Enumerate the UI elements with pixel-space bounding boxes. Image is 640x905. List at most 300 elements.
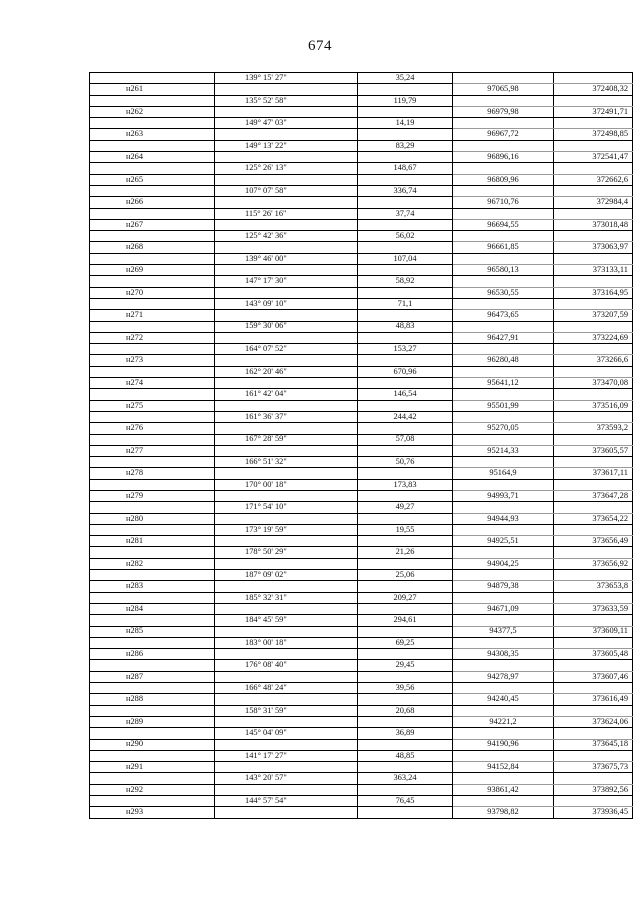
x-coordinate: 96896,16 [453,152,554,163]
x-coordinate: 94240,45 [453,694,554,705]
x-coordinate: 94377,5 [453,626,554,637]
angle-cell-empty [215,400,358,411]
y-coordinate: 373164,95 [554,287,633,298]
segment-length: 50,76 [358,457,453,468]
point-row [90,784,633,795]
y-cell-empty [554,163,633,174]
length-cell-empty [358,84,453,95]
segment-row [90,411,633,422]
segment-row [90,773,633,784]
angle-cell-empty [215,378,358,389]
x-cell-empty [453,592,554,603]
direction-angle: 187° 09' 02" [215,570,358,581]
point-cell-empty [90,547,215,558]
x-coordinate: 96967,72 [453,129,554,140]
x-coordinate: 94278,97 [453,671,554,682]
segment-length: 71,1 [358,298,453,309]
angle-cell-empty [215,129,358,140]
segment-row [90,570,633,581]
y-cell-empty [554,231,633,242]
point-id: н286 [90,649,215,660]
x-cell-empty [453,796,554,807]
y-coordinate: 373593,2 [554,423,633,434]
angle-cell-empty [215,423,358,434]
direction-angle: 107° 07' 58" [215,185,358,196]
point-id: н291 [90,762,215,773]
point-id: н287 [90,671,215,682]
segment-length: 49,27 [358,502,453,513]
angle-cell-empty [215,739,358,750]
point-row [90,84,633,95]
x-coordinate: 94221,2 [453,716,554,727]
x-coordinate: 96809,96 [453,174,554,185]
y-coordinate: 372491,71 [554,106,633,117]
segment-length: 69,25 [358,637,453,648]
x-cell-empty [453,524,554,535]
point-id: н262 [90,106,215,117]
point-cell-empty [90,208,215,219]
point-cell-empty [90,773,215,784]
direction-angle: 161° 42' 04" [215,389,358,400]
x-coordinate: 94879,38 [453,581,554,592]
direction-angle: 145° 04' 09" [215,728,358,739]
direction-angle: 164° 07' 52" [215,344,358,355]
length-cell-empty [358,694,453,705]
x-cell-empty [453,389,554,400]
segment-row [90,683,633,694]
point-id: н263 [90,129,215,140]
point-id: н284 [90,603,215,614]
y-cell-empty [554,728,633,739]
y-cell-empty [554,73,633,84]
angle-cell-empty [215,536,358,547]
y-coordinate: 373609,11 [554,626,633,637]
angle-cell-empty [215,265,358,276]
point-id: н271 [90,310,215,321]
y-coordinate: 372541,47 [554,152,633,163]
point-id: н276 [90,423,215,434]
y-coordinate: 373645,18 [554,739,633,750]
direction-angle: 147° 17' 30" [215,276,358,287]
point-row [90,603,633,614]
x-coordinate: 93861,42 [453,784,554,795]
segment-length: 36,89 [358,728,453,739]
length-cell-empty [358,468,453,479]
point-row [90,197,633,208]
length-cell-empty [358,400,453,411]
y-cell-empty [554,321,633,332]
y-cell-empty [554,592,633,603]
angle-cell-empty [215,807,358,818]
y-coordinate: 373063,97 [554,242,633,253]
y-cell-empty [554,570,633,581]
y-cell-empty [554,524,633,535]
segment-length: 83,29 [358,140,453,151]
point-cell-empty [90,73,215,84]
x-coordinate: 96427,91 [453,332,554,343]
angle-cell-empty [215,468,358,479]
direction-angle: 139° 15' 27" [215,73,358,84]
direction-angle: 135° 52' 58" [215,95,358,106]
point-cell-empty [90,457,215,468]
x-cell-empty [453,728,554,739]
point-row [90,671,633,682]
point-row [90,106,633,117]
angle-cell-empty [215,762,358,773]
y-cell-empty [554,411,633,422]
segment-length: 146,54 [358,389,453,400]
length-cell-empty [358,581,453,592]
point-cell-empty [90,118,215,129]
x-coordinate: 94993,71 [453,490,554,501]
segment-length: 107,04 [358,253,453,264]
point-id: н266 [90,197,215,208]
angle-cell-empty [215,106,358,117]
point-row [90,536,633,547]
point-row [90,626,633,637]
segment-row [90,73,633,84]
length-cell-empty [358,807,453,818]
point-cell-empty [90,231,215,242]
y-cell-empty [554,637,633,648]
y-cell-empty [554,615,633,626]
x-coordinate: 96979,98 [453,106,554,117]
point-row [90,694,633,705]
point-row [90,490,633,501]
y-coordinate: 373516,09 [554,400,633,411]
point-row [90,310,633,321]
point-cell-empty [90,750,215,761]
direction-angle: 115° 26' 16" [215,208,358,219]
direction-angle: 185° 32' 31" [215,592,358,603]
length-cell-empty [358,152,453,163]
segment-row [90,796,633,807]
y-cell-empty [554,389,633,400]
point-id: н264 [90,152,215,163]
y-coordinate: 372498,85 [554,129,633,140]
segment-row [90,253,633,264]
direction-angle: 166° 51' 32" [215,457,358,468]
segment-row [90,547,633,558]
length-cell-empty [358,242,453,253]
x-cell-empty [453,298,554,309]
x-cell-empty [453,276,554,287]
point-cell-empty [90,276,215,287]
x-cell-empty [453,660,554,671]
point-id: н281 [90,536,215,547]
point-row [90,152,633,163]
segment-row [90,592,633,603]
point-row [90,332,633,343]
y-cell-empty [554,502,633,513]
point-id: н277 [90,445,215,456]
segment-row [90,457,633,468]
direction-angle: 149° 13' 22" [215,140,358,151]
y-cell-empty [554,298,633,309]
segment-row [90,321,633,332]
x-coordinate: 96580,13 [453,265,554,276]
angle-cell-empty [215,716,358,727]
point-row [90,378,633,389]
angle-cell-empty [215,513,358,524]
point-cell-empty [90,253,215,264]
segment-length: 14,19 [358,118,453,129]
angle-cell-empty [215,581,358,592]
point-id: н279 [90,490,215,501]
y-cell-empty [554,140,633,151]
angle-cell-empty [215,694,358,705]
y-coordinate: 373653,8 [554,581,633,592]
length-cell-empty [358,197,453,208]
point-cell-empty [90,570,215,581]
y-coordinate: 373224,69 [554,332,633,343]
x-coordinate: 94904,25 [453,558,554,569]
point-row [90,558,633,569]
point-row [90,219,633,230]
x-coordinate: 94925,51 [453,536,554,547]
angle-cell-empty [215,287,358,298]
point-id: н288 [90,694,215,705]
point-cell-empty [90,140,215,151]
x-cell-empty [453,208,554,219]
point-id: н280 [90,513,215,524]
segment-row [90,163,633,174]
length-cell-empty [358,310,453,321]
angle-cell-empty [215,649,358,660]
point-row [90,762,633,773]
page-number: 674 [308,38,332,54]
angle-cell-empty [215,219,358,230]
point-id: н293 [90,807,215,818]
length-cell-empty [358,219,453,230]
x-coordinate: 96710,76 [453,197,554,208]
direction-angle: 183° 00' 18" [215,637,358,648]
direction-angle: 139° 46' 00" [215,253,358,264]
x-coordinate: 96661,85 [453,242,554,253]
direction-angle: 159° 30' 06" [215,321,358,332]
y-cell-empty [554,253,633,264]
angle-cell-empty [215,603,358,614]
segment-length: 29,45 [358,660,453,671]
point-cell-empty [90,728,215,739]
direction-angle: 167° 28' 59" [215,434,358,445]
x-cell-empty [453,185,554,196]
segment-length: 76,45 [358,796,453,807]
length-cell-empty [358,558,453,569]
segment-row [90,344,633,355]
point-row [90,468,633,479]
direction-angle: 125° 26' 13" [215,163,358,174]
y-cell-empty [554,95,633,106]
segment-row [90,728,633,739]
segment-row [90,705,633,716]
x-cell-empty [453,163,554,174]
segment-length: 56,02 [358,231,453,242]
point-row [90,400,633,411]
x-coordinate: 96280,48 [453,355,554,366]
angle-cell-empty [215,784,358,795]
point-id: н283 [90,581,215,592]
segment-row [90,95,633,106]
point-cell-empty [90,615,215,626]
y-cell-empty [554,796,633,807]
point-cell-empty [90,524,215,535]
y-coordinate: 373624,06 [554,716,633,727]
segment-row [90,615,633,626]
x-cell-empty [453,479,554,490]
segment-length: 363,24 [358,773,453,784]
point-id: н289 [90,716,215,727]
angle-cell-empty [215,445,358,456]
point-cell-empty [90,185,215,196]
point-row [90,649,633,660]
point-cell-empty [90,705,215,716]
direction-angle: 171° 54' 10" [215,502,358,513]
length-cell-empty [358,649,453,660]
segment-row [90,750,633,761]
angle-cell-empty [215,310,358,321]
length-cell-empty [358,423,453,434]
point-id: н267 [90,219,215,230]
point-cell-empty [90,796,215,807]
point-id: н285 [90,626,215,637]
y-cell-empty [554,750,633,761]
angle-cell-empty [215,242,358,253]
point-cell-empty [90,479,215,490]
x-coordinate: 94152,84 [453,762,554,773]
length-cell-empty [358,106,453,117]
x-coordinate: 94944,93 [453,513,554,524]
point-id: н272 [90,332,215,343]
point-id: н270 [90,287,215,298]
x-cell-empty [453,231,554,242]
direction-angle: 170° 00' 18" [215,479,358,490]
point-cell-empty [90,321,215,332]
x-coordinate: 93798,82 [453,807,554,818]
point-row [90,445,633,456]
point-id: н268 [90,242,215,253]
x-cell-empty [453,411,554,422]
x-cell-empty [453,683,554,694]
x-cell-empty [453,434,554,445]
direction-angle: 143° 20' 57" [215,773,358,784]
x-cell-empty [453,253,554,264]
segment-length: 35,24 [358,73,453,84]
y-coordinate: 373470,08 [554,378,633,389]
direction-angle: 144° 57' 54" [215,796,358,807]
y-coordinate: 373605,57 [554,445,633,456]
angle-cell-empty [215,355,358,366]
angle-cell-empty [215,671,358,682]
y-cell-empty [554,276,633,287]
point-cell-empty [90,434,215,445]
y-cell-empty [554,479,633,490]
y-coordinate: 373656,49 [554,536,633,547]
point-row [90,716,633,727]
point-id: н269 [90,265,215,276]
y-cell-empty [554,547,633,558]
direction-angle: 166° 48' 24" [215,683,358,694]
point-row [90,739,633,750]
segment-length: 37,74 [358,208,453,219]
x-cell-empty [453,344,554,355]
x-cell-empty [453,637,554,648]
segment-length: 19,55 [358,524,453,535]
angle-cell-empty [215,84,358,95]
point-cell-empty [90,389,215,400]
x-cell-empty [453,502,554,513]
length-cell-empty [358,513,453,524]
y-cell-empty [554,457,633,468]
point-row [90,174,633,185]
segment-length: 58,92 [358,276,453,287]
x-cell-empty [453,773,554,784]
length-cell-empty [358,287,453,298]
point-row [90,581,633,592]
x-coordinate: 94671,09 [453,603,554,614]
y-coordinate: 373633,59 [554,603,633,614]
point-cell-empty [90,163,215,174]
y-coordinate: 373616,49 [554,694,633,705]
point-cell-empty [90,660,215,671]
length-cell-empty [358,174,453,185]
point-cell-empty [90,637,215,648]
length-cell-empty [358,671,453,682]
point-row [90,129,633,140]
point-cell-empty [90,683,215,694]
segment-row [90,298,633,309]
y-coordinate: 373654,22 [554,513,633,524]
y-coordinate: 373018,48 [554,219,633,230]
point-id: н290 [90,739,215,750]
x-cell-empty [453,95,554,106]
point-row [90,423,633,434]
x-coordinate: 95164,9 [453,468,554,479]
x-coordinate: 96473,65 [453,310,554,321]
segment-length: 48,83 [358,321,453,332]
point-row [90,287,633,298]
y-coordinate: 373266,6 [554,355,633,366]
direction-angle: 158° 31' 59" [215,705,358,716]
point-id: н261 [90,84,215,95]
point-row [90,265,633,276]
segment-length: 39,56 [358,683,453,694]
x-cell-empty [453,705,554,716]
y-coordinate: 373617,11 [554,468,633,479]
table-body [90,73,633,819]
x-coordinate: 96694,55 [453,219,554,230]
y-coordinate: 373133,11 [554,265,633,276]
length-cell-empty [358,490,453,501]
x-coordinate: 95501,99 [453,400,554,411]
length-cell-empty [358,445,453,456]
length-cell-empty [358,355,453,366]
y-coordinate: 373647,28 [554,490,633,501]
segment-row [90,118,633,129]
point-cell-empty [90,592,215,603]
y-cell-empty [554,660,633,671]
point-id: н282 [90,558,215,569]
point-cell-empty [90,366,215,377]
direction-angle: 143° 09' 10" [215,298,358,309]
length-cell-empty [358,739,453,750]
x-coordinate: 95270,05 [453,423,554,434]
segment-row [90,660,633,671]
length-cell-empty [358,784,453,795]
segment-row [90,185,633,196]
segment-length: 670,96 [358,366,453,377]
y-cell-empty [554,434,633,445]
